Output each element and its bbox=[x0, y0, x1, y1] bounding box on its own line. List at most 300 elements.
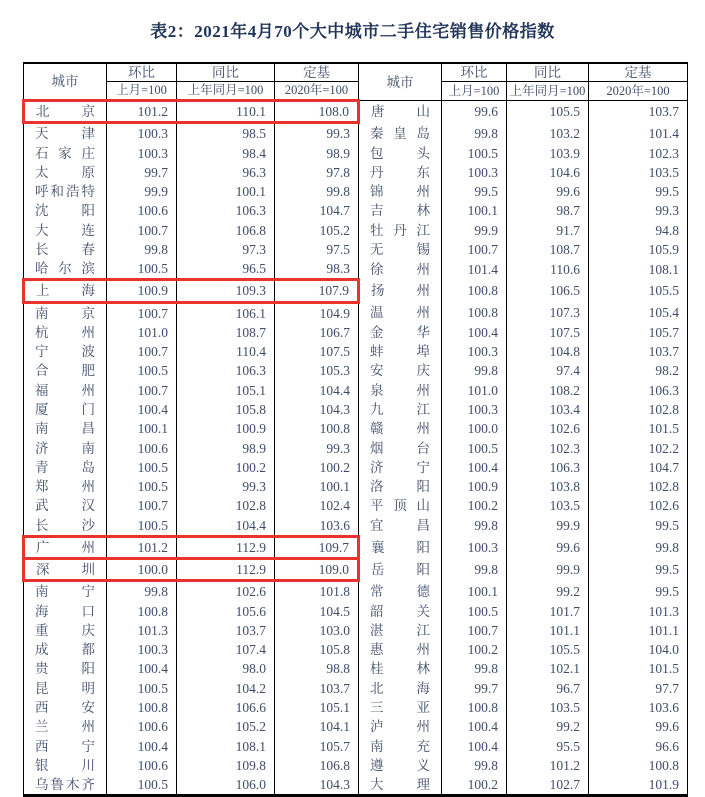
index-value-cell: 100.5 bbox=[442, 144, 507, 163]
city-cell: 岳阳 bbox=[359, 559, 442, 581]
city-cell: 无锡 bbox=[359, 240, 442, 259]
table-row bbox=[24, 775, 688, 796]
table-row bbox=[24, 439, 688, 458]
index-value-cell: 107.3 bbox=[507, 302, 589, 323]
header-mom-left: 环比 bbox=[107, 63, 177, 82]
highlighted-row bbox=[24, 280, 688, 302]
index-value-cell: 105.7 bbox=[589, 323, 688, 342]
index-value-cell: 98.3 bbox=[275, 259, 359, 280]
index-value-cell: 101.0 bbox=[107, 323, 177, 342]
city-cell: 成都 bbox=[24, 640, 107, 659]
city-cell: 福州 bbox=[24, 381, 107, 400]
index-value-cell: 108.2 bbox=[507, 381, 589, 400]
index-value-cell: 109.3 bbox=[177, 280, 275, 302]
table-row bbox=[24, 717, 688, 736]
city-cell: 长沙 bbox=[24, 516, 107, 537]
index-value-cell: 102.2 bbox=[589, 439, 688, 458]
index-value-cell: 100.4 bbox=[442, 717, 507, 736]
city-cell: 湛江 bbox=[359, 621, 442, 640]
index-value-cell: 103.9 bbox=[507, 144, 589, 163]
index-value-cell: 109.0 bbox=[275, 559, 359, 581]
index-value-cell: 99.6 bbox=[507, 182, 589, 201]
price-index-table bbox=[22, 62, 688, 797]
data-table bbox=[22, 62, 688, 797]
table-row bbox=[24, 659, 688, 678]
index-value-cell: 100.1 bbox=[442, 201, 507, 220]
city-cell: 呼和浩特 bbox=[24, 182, 107, 201]
index-value-cell: 100.5 bbox=[107, 361, 177, 380]
index-value-cell: 100.8 bbox=[107, 602, 177, 621]
index-value-cell: 100.9 bbox=[107, 280, 177, 302]
index-value-cell: 106.3 bbox=[177, 361, 275, 380]
index-value-cell: 99.8 bbox=[442, 123, 507, 144]
highlighted-row bbox=[24, 536, 688, 558]
index-value-cell: 98.4 bbox=[177, 144, 275, 163]
index-value-cell: 108.1 bbox=[177, 737, 275, 756]
city-cell: 遵义 bbox=[359, 756, 442, 775]
index-value-cell: 106.5 bbox=[507, 280, 589, 302]
index-value-cell: 97.5 bbox=[275, 240, 359, 259]
index-value-cell: 110.6 bbox=[507, 259, 589, 280]
city-cell: 三亚 bbox=[359, 698, 442, 717]
index-value-cell: 91.7 bbox=[507, 221, 589, 240]
index-value-cell: 99.9 bbox=[442, 221, 507, 240]
index-value-cell: 108.1 bbox=[589, 259, 688, 280]
index-value-cell: 100.0 bbox=[442, 419, 507, 438]
table-row bbox=[24, 737, 688, 756]
index-value-cell: 106.8 bbox=[177, 221, 275, 240]
header-mom-right: 环比 bbox=[442, 63, 507, 82]
index-value-cell: 100.6 bbox=[107, 439, 177, 458]
header-mom-base-left: 上月=100 bbox=[107, 82, 177, 101]
city-cell: 烟台 bbox=[359, 439, 442, 458]
city-cell: 常德 bbox=[359, 581, 442, 602]
index-value-cell: 105.5 bbox=[507, 640, 589, 659]
index-value-cell: 105.3 bbox=[275, 361, 359, 380]
city-cell: 青岛 bbox=[24, 458, 107, 477]
header-fixed-right: 定基 bbox=[589, 63, 688, 82]
city-cell: 徐州 bbox=[359, 259, 442, 280]
table-row bbox=[24, 602, 688, 621]
index-value-cell: 103.7 bbox=[589, 342, 688, 361]
index-value-cell: 100.5 bbox=[107, 775, 177, 796]
index-value-cell: 100.8 bbox=[442, 698, 507, 717]
index-value-cell: 98.9 bbox=[177, 439, 275, 458]
index-value-cell: 102.8 bbox=[177, 496, 275, 515]
city-cell: 洛阳 bbox=[359, 477, 442, 496]
index-value-cell: 100.9 bbox=[177, 419, 275, 438]
index-value-cell: 96.5 bbox=[177, 259, 275, 280]
city-cell: 合肥 bbox=[24, 361, 107, 380]
index-value-cell: 100.4 bbox=[107, 400, 177, 419]
index-value-cell: 101.3 bbox=[107, 621, 177, 640]
index-value-cell: 99.9 bbox=[107, 182, 177, 201]
city-cell: 天津 bbox=[24, 123, 107, 144]
index-value-cell: 100.3 bbox=[442, 342, 507, 361]
index-value-cell: 102.3 bbox=[589, 144, 688, 163]
index-value-cell: 101.9 bbox=[589, 775, 688, 796]
index-value-cell: 99.7 bbox=[442, 679, 507, 698]
index-value-cell: 94.8 bbox=[589, 221, 688, 240]
city-cell: 南昌 bbox=[24, 419, 107, 438]
index-value-cell: 104.4 bbox=[275, 381, 359, 400]
city-cell: 惠州 bbox=[359, 640, 442, 659]
city-cell: 西安 bbox=[24, 698, 107, 717]
index-value-cell: 101.4 bbox=[442, 259, 507, 280]
city-cell: 银川 bbox=[24, 756, 107, 775]
index-value-cell: 99.8 bbox=[275, 182, 359, 201]
index-value-cell: 104.2 bbox=[177, 679, 275, 698]
index-value-cell: 106.3 bbox=[507, 458, 589, 477]
index-value-cell: 108.7 bbox=[507, 240, 589, 259]
index-value-cell: 100.3 bbox=[107, 144, 177, 163]
city-cell: 锦州 bbox=[359, 182, 442, 201]
city-cell: 厦门 bbox=[24, 400, 107, 419]
index-value-cell: 97.7 bbox=[589, 679, 688, 698]
index-value-cell: 101.4 bbox=[589, 123, 688, 144]
table-row bbox=[24, 581, 688, 602]
index-value-cell: 99.5 bbox=[589, 516, 688, 537]
index-value-cell: 100.4 bbox=[442, 458, 507, 477]
index-value-cell: 100.4 bbox=[442, 737, 507, 756]
page-title: 表2：2021年4月70个大中城市二手住宅销售价格指数 bbox=[150, 22, 555, 41]
index-value-cell: 101.3 bbox=[589, 602, 688, 621]
index-value-cell: 100.1 bbox=[275, 477, 359, 496]
index-value-cell: 100.5 bbox=[442, 439, 507, 458]
index-value-cell: 110.4 bbox=[177, 342, 275, 361]
header-yoy-left: 同比 bbox=[177, 63, 275, 82]
city-cell: 杭州 bbox=[24, 323, 107, 342]
header-yoy-base-left: 上年同月=100 bbox=[177, 82, 275, 101]
index-value-cell: 101.8 bbox=[275, 581, 359, 602]
table-row bbox=[24, 361, 688, 380]
header-yoy-right: 同比 bbox=[507, 63, 589, 82]
index-value-cell: 101.1 bbox=[589, 621, 688, 640]
index-value-cell: 107.5 bbox=[507, 323, 589, 342]
table-row bbox=[24, 621, 688, 640]
city-cell: 丹东 bbox=[359, 163, 442, 182]
city-cell: 襄阳 bbox=[359, 536, 442, 558]
index-value-cell: 100.4 bbox=[107, 737, 177, 756]
index-value-cell: 103.5 bbox=[589, 163, 688, 182]
index-value-cell: 100.5 bbox=[107, 259, 177, 280]
index-value-cell: 100.4 bbox=[442, 323, 507, 342]
index-value-cell: 112.9 bbox=[177, 559, 275, 581]
city-cell: 西宁 bbox=[24, 737, 107, 756]
index-value-cell: 99.8 bbox=[107, 240, 177, 259]
index-value-cell: 101.2 bbox=[507, 756, 589, 775]
index-value-cell: 100.2 bbox=[442, 496, 507, 515]
index-value-cell: 105.1 bbox=[275, 698, 359, 717]
index-value-cell: 100.2 bbox=[177, 458, 275, 477]
index-value-cell: 100.2 bbox=[442, 640, 507, 659]
index-value-cell: 101.5 bbox=[589, 419, 688, 438]
city-cell: 沈阳 bbox=[24, 201, 107, 220]
city-cell: 兰州 bbox=[24, 717, 107, 736]
index-value-cell: 102.6 bbox=[177, 581, 275, 602]
table-row bbox=[24, 342, 688, 361]
index-value-cell: 100.8 bbox=[107, 698, 177, 717]
index-value-cell: 107.9 bbox=[275, 280, 359, 302]
index-value-cell: 99.6 bbox=[589, 717, 688, 736]
index-value-cell: 105.7 bbox=[275, 737, 359, 756]
table-row bbox=[24, 679, 688, 698]
index-value-cell: 105.2 bbox=[275, 221, 359, 240]
city-cell: 石家庄 bbox=[24, 144, 107, 163]
city-cell: 南充 bbox=[359, 737, 442, 756]
header-city-left: 城市 bbox=[24, 63, 107, 101]
city-cell: 宜昌 bbox=[359, 516, 442, 537]
index-value-cell: 106.3 bbox=[177, 201, 275, 220]
index-value-cell: 105.4 bbox=[589, 302, 688, 323]
highlighted-row bbox=[24, 559, 688, 581]
table-row bbox=[24, 259, 688, 280]
table-row bbox=[24, 323, 688, 342]
index-value-cell: 101.5 bbox=[589, 659, 688, 678]
index-value-cell: 105.9 bbox=[589, 240, 688, 259]
city-cell: 平顶山 bbox=[359, 496, 442, 515]
index-value-cell: 97.3 bbox=[177, 240, 275, 259]
city-cell: 南宁 bbox=[24, 581, 107, 602]
city-cell: 海口 bbox=[24, 602, 107, 621]
index-value-cell: 97.4 bbox=[507, 361, 589, 380]
index-value-cell: 103.6 bbox=[589, 698, 688, 717]
index-value-cell: 104.8 bbox=[507, 342, 589, 361]
table-body bbox=[24, 101, 688, 796]
table-row bbox=[24, 123, 688, 144]
index-value-cell: 99.5 bbox=[442, 182, 507, 201]
table-row bbox=[24, 419, 688, 438]
index-value-cell: 99.3 bbox=[275, 123, 359, 144]
index-value-cell: 109.7 bbox=[275, 536, 359, 558]
city-cell: 武汉 bbox=[24, 496, 107, 515]
index-value-cell: 103.5 bbox=[507, 698, 589, 717]
header-fixed-base-right: 2020年=100 bbox=[589, 82, 688, 101]
index-value-cell: 100.3 bbox=[107, 640, 177, 659]
highlighted-row bbox=[24, 101, 688, 123]
index-value-cell: 100.7 bbox=[107, 496, 177, 515]
index-value-cell: 100.7 bbox=[107, 342, 177, 361]
index-value-cell: 104.0 bbox=[589, 640, 688, 659]
table-row bbox=[24, 163, 688, 182]
city-cell: 乌鲁木齐 bbox=[24, 775, 107, 796]
index-value-cell: 100.7 bbox=[107, 381, 177, 400]
table-row bbox=[24, 240, 688, 259]
index-value-cell: 97.8 bbox=[275, 163, 359, 182]
index-value-cell: 99.6 bbox=[442, 101, 507, 123]
index-value-cell: 100.8 bbox=[442, 280, 507, 302]
city-cell: 南京 bbox=[24, 302, 107, 323]
index-value-cell: 99.9 bbox=[507, 559, 589, 581]
index-value-cell: 99.8 bbox=[589, 536, 688, 558]
index-value-cell: 103.7 bbox=[275, 679, 359, 698]
index-value-cell: 107.5 bbox=[275, 342, 359, 361]
table-row bbox=[24, 302, 688, 323]
index-value-cell: 99.9 bbox=[507, 516, 589, 537]
index-value-cell: 102.4 bbox=[275, 496, 359, 515]
city-cell: 哈尔滨 bbox=[24, 259, 107, 280]
index-value-cell: 103.5 bbox=[507, 496, 589, 515]
city-cell: 济宁 bbox=[359, 458, 442, 477]
table-row bbox=[24, 516, 688, 537]
index-value-cell: 101.2 bbox=[107, 101, 177, 123]
city-cell: 广州 bbox=[24, 536, 107, 558]
city-cell: 重庆 bbox=[24, 621, 107, 640]
index-value-cell: 104.1 bbox=[275, 717, 359, 736]
index-value-cell: 99.3 bbox=[177, 477, 275, 496]
index-value-cell: 99.8 bbox=[442, 559, 507, 581]
index-value-cell: 100.0 bbox=[107, 559, 177, 581]
city-cell: 包头 bbox=[359, 144, 442, 163]
city-cell: 牡丹江 bbox=[359, 221, 442, 240]
index-value-cell: 100.5 bbox=[107, 477, 177, 496]
index-value-cell: 105.5 bbox=[589, 280, 688, 302]
index-value-cell: 100.5 bbox=[107, 516, 177, 537]
index-value-cell: 105.8 bbox=[275, 640, 359, 659]
table-row bbox=[24, 640, 688, 659]
index-value-cell: 103.7 bbox=[177, 621, 275, 640]
index-value-cell: 95.5 bbox=[507, 737, 589, 756]
city-cell: 蚌埠 bbox=[359, 342, 442, 361]
city-cell: 扬州 bbox=[359, 280, 442, 302]
header-mom-base-right: 上月=100 bbox=[442, 82, 507, 101]
index-value-cell: 102.8 bbox=[589, 477, 688, 496]
city-cell: 赣州 bbox=[359, 419, 442, 438]
city-cell: 太原 bbox=[24, 163, 107, 182]
index-value-cell: 104.4 bbox=[177, 516, 275, 537]
index-value-cell: 96.3 bbox=[177, 163, 275, 182]
city-cell: 北海 bbox=[359, 679, 442, 698]
index-value-cell: 98.9 bbox=[275, 144, 359, 163]
index-value-cell: 100.5 bbox=[107, 679, 177, 698]
index-value-cell: 100.3 bbox=[442, 163, 507, 182]
index-value-cell: 106.3 bbox=[589, 381, 688, 400]
city-cell: 贵阳 bbox=[24, 659, 107, 678]
index-value-cell: 100.9 bbox=[442, 477, 507, 496]
city-cell: 上海 bbox=[24, 280, 107, 302]
header-fixed-base-left: 2020年=100 bbox=[275, 82, 359, 101]
index-value-cell: 99.6 bbox=[507, 536, 589, 558]
index-value-cell: 101.7 bbox=[507, 602, 589, 621]
index-value-cell: 98.2 bbox=[589, 361, 688, 380]
index-value-cell: 103.7 bbox=[589, 101, 688, 123]
table-row bbox=[24, 756, 688, 775]
index-value-cell: 109.8 bbox=[177, 756, 275, 775]
index-value-cell: 102.6 bbox=[507, 419, 589, 438]
index-value-cell: 105.5 bbox=[507, 101, 589, 123]
index-value-cell: 100.5 bbox=[107, 458, 177, 477]
city-cell: 昆明 bbox=[24, 679, 107, 698]
index-value-cell: 99.2 bbox=[507, 717, 589, 736]
index-value-cell: 100.6 bbox=[107, 756, 177, 775]
index-value-cell: 99.5 bbox=[589, 581, 688, 602]
city-cell: 深圳 bbox=[24, 559, 107, 581]
index-value-cell: 105.2 bbox=[177, 717, 275, 736]
city-cell: 桂林 bbox=[359, 659, 442, 678]
index-value-cell: 98.5 bbox=[177, 123, 275, 144]
index-value-cell: 110.1 bbox=[177, 101, 275, 123]
index-value-cell: 100.4 bbox=[107, 659, 177, 678]
index-value-cell: 100.5 bbox=[442, 602, 507, 621]
index-value-cell: 101.1 bbox=[507, 621, 589, 640]
city-cell: 济南 bbox=[24, 439, 107, 458]
table-row bbox=[24, 201, 688, 220]
index-value-cell: 100.7 bbox=[107, 221, 177, 240]
index-value-cell: 100.3 bbox=[107, 123, 177, 144]
index-value-cell: 99.8 bbox=[442, 756, 507, 775]
index-value-cell: 100.6 bbox=[107, 201, 177, 220]
index-value-cell: 103.0 bbox=[275, 621, 359, 640]
city-cell: 泸州 bbox=[359, 717, 442, 736]
index-value-cell: 98.0 bbox=[177, 659, 275, 678]
index-value-cell: 102.6 bbox=[589, 496, 688, 515]
index-value-cell: 99.3 bbox=[589, 201, 688, 220]
index-value-cell: 99.2 bbox=[507, 581, 589, 602]
index-value-cell: 104.7 bbox=[589, 458, 688, 477]
header-fixed-left: 定基 bbox=[275, 63, 359, 82]
index-value-cell: 100.1 bbox=[107, 419, 177, 438]
index-value-cell: 106.1 bbox=[177, 302, 275, 323]
index-value-cell: 106.8 bbox=[275, 756, 359, 775]
index-value-cell: 99.8 bbox=[442, 516, 507, 537]
index-value-cell: 105.8 bbox=[177, 400, 275, 419]
index-value-cell: 99.7 bbox=[107, 163, 177, 182]
table-row bbox=[24, 144, 688, 163]
index-value-cell: 102.7 bbox=[507, 775, 589, 796]
index-value-cell: 101.2 bbox=[107, 536, 177, 558]
index-value-cell: 100.3 bbox=[442, 536, 507, 558]
index-value-cell: 108.7 bbox=[177, 323, 275, 342]
index-value-cell: 96.6 bbox=[589, 737, 688, 756]
city-cell: 金华 bbox=[359, 323, 442, 342]
index-value-cell: 99.8 bbox=[442, 361, 507, 380]
index-value-cell: 105.1 bbox=[177, 381, 275, 400]
index-value-cell: 103.4 bbox=[507, 400, 589, 419]
city-cell: 北京 bbox=[24, 101, 107, 123]
header-row-groups bbox=[24, 63, 688, 82]
index-value-cell: 102.3 bbox=[507, 439, 589, 458]
header-city-right: 城市 bbox=[359, 63, 442, 101]
city-cell: 唐山 bbox=[359, 101, 442, 123]
city-cell: 韶关 bbox=[359, 602, 442, 621]
city-cell: 长春 bbox=[24, 240, 107, 259]
index-value-cell: 112.9 bbox=[177, 536, 275, 558]
index-value-cell: 103.2 bbox=[507, 123, 589, 144]
index-value-cell: 99.8 bbox=[107, 581, 177, 602]
index-value-cell: 104.7 bbox=[275, 201, 359, 220]
index-value-cell: 104.3 bbox=[275, 775, 359, 796]
index-value-cell: 106.7 bbox=[275, 323, 359, 342]
table-row bbox=[24, 496, 688, 515]
index-value-cell: 106.6 bbox=[177, 698, 275, 717]
index-value-cell: 103.6 bbox=[275, 516, 359, 537]
city-cell: 郑州 bbox=[24, 477, 107, 496]
city-cell: 九江 bbox=[359, 400, 442, 419]
index-value-cell: 100.1 bbox=[442, 581, 507, 602]
index-value-cell: 100.7 bbox=[442, 240, 507, 259]
index-value-cell: 100.8 bbox=[589, 756, 688, 775]
index-value-cell: 100.7 bbox=[107, 302, 177, 323]
index-value-cell: 99.8 bbox=[442, 659, 507, 678]
index-value-cell: 100.8 bbox=[275, 419, 359, 438]
index-value-cell: 103.8 bbox=[507, 477, 589, 496]
index-value-cell: 102.1 bbox=[507, 659, 589, 678]
header-yoy-base-right: 上年同月=100 bbox=[507, 82, 589, 101]
index-value-cell: 100.7 bbox=[442, 621, 507, 640]
index-value-cell: 99.5 bbox=[589, 559, 688, 581]
index-value-cell: 107.4 bbox=[177, 640, 275, 659]
index-value-cell: 99.5 bbox=[589, 182, 688, 201]
